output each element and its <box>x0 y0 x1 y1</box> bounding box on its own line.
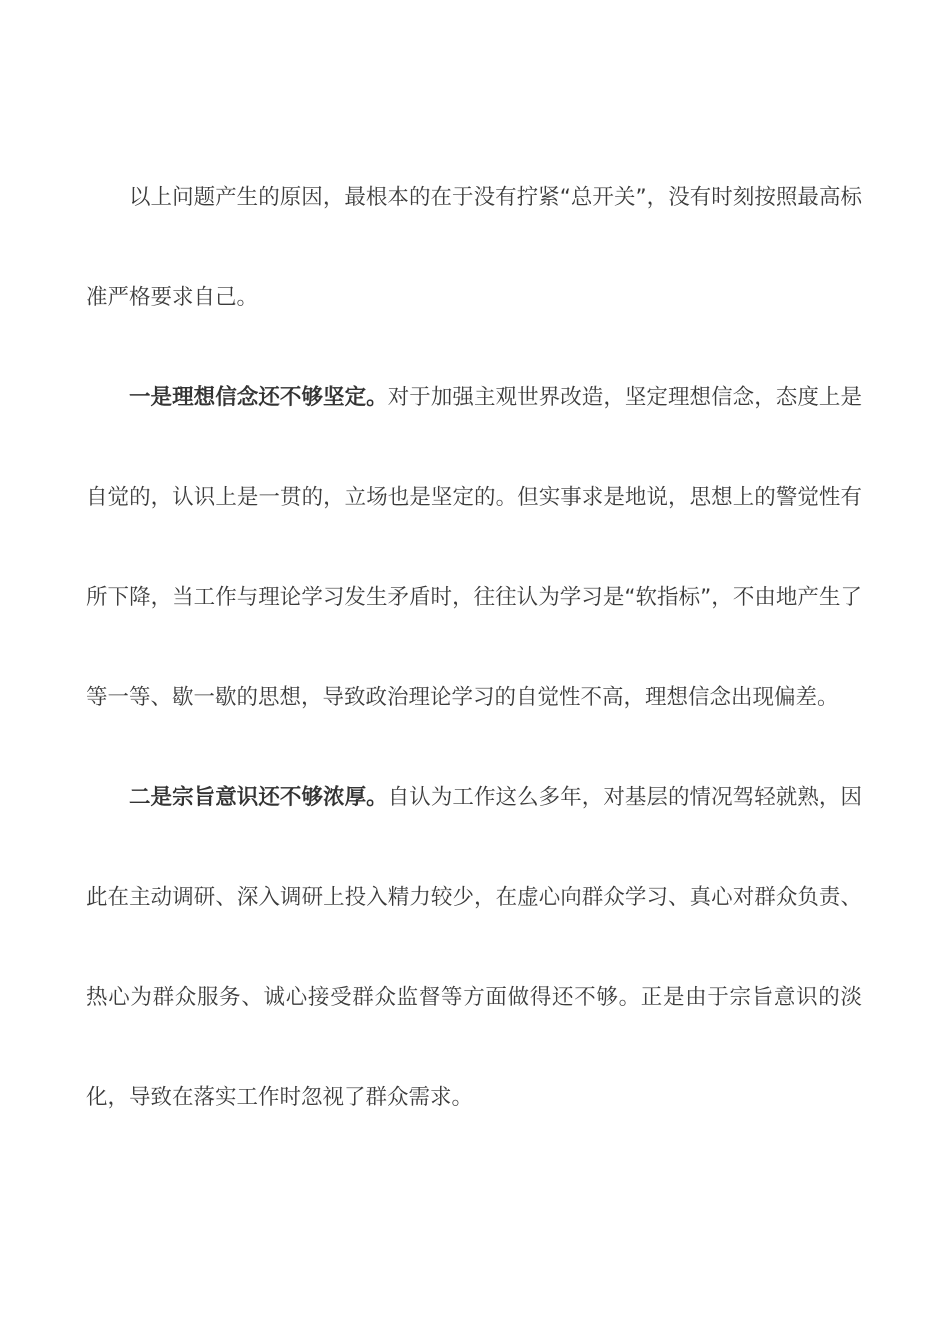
paragraph-text: 自认为工作这么多年，对基层的情况驾轻就熟，因此在主动调研、深入调研上投入精力较少，在虚心向群众学习、真心对群众负责、热心为群众服务、诚心接受群众监督等方面做得还不够。正是由于宗旨意识的淡化，导致在落实工作时忽视了群众需求。 <box>86 785 862 1110</box>
document-body <box>86 148 862 1148</box>
paragraph-text: 对于加强主观世界改造，坚定理想信念，态度上是自觉的，认识上是一贯的，立场也是坚定的。但实事求是地说，思想上的警觉性有所下降，当工作与理论学习发生矛盾时，往往认为学习是“软指标”，不由地产生了等一等、歇一歇的思想，导致政治理论学习的自觉性不高，理想信念出现偏差。 <box>86 385 862 710</box>
paragraph-causes <box>86 148 862 348</box>
paragraph-text: 以上问题产生的原因，最根本的在于没有拧紧“总开关”，没有时刻按照最高标准严格要求自己。 <box>86 185 862 310</box>
paragraph-purpose <box>86 748 862 1148</box>
paragraph-lead: 一是理想信念还不够坚定。 <box>129 385 388 410</box>
paragraph-ideals <box>86 348 862 748</box>
paragraph-lead: 二是宗旨意识还不够浓厚。 <box>129 785 388 810</box>
